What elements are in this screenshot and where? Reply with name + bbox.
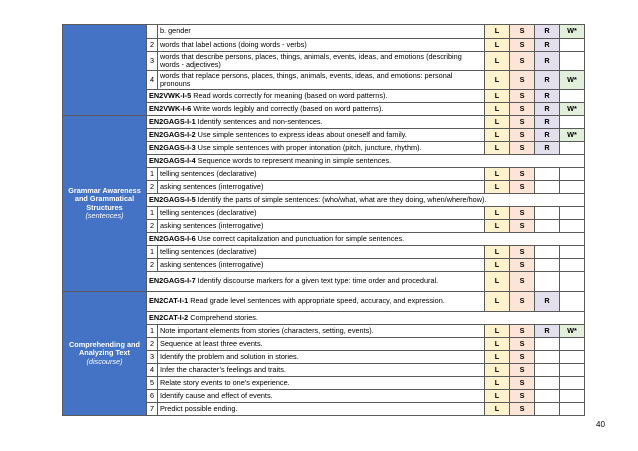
level-reading bbox=[535, 364, 560, 377]
item-number: 1 bbox=[147, 246, 158, 259]
level-writing bbox=[560, 403, 585, 416]
level-listening: L bbox=[485, 351, 510, 364]
level-speaking: S bbox=[510, 39, 535, 52]
level-reading bbox=[535, 403, 560, 416]
level-listening: L bbox=[485, 168, 510, 181]
level-listening: L bbox=[485, 103, 510, 116]
table-row bbox=[63, 292, 585, 312]
competency-cell bbox=[147, 142, 485, 155]
competency-cell bbox=[147, 116, 485, 129]
level-speaking: S bbox=[510, 181, 535, 194]
level-speaking: S bbox=[510, 246, 535, 259]
level-reading bbox=[535, 168, 560, 181]
competency-text: Sequence words to represent meaning in simple sentences. bbox=[195, 155, 392, 165]
level-writing bbox=[560, 292, 585, 312]
item-number: 6 bbox=[147, 390, 158, 403]
domain-title: Comprehending and Analyzing Text bbox=[69, 339, 140, 358]
level-speaking: S bbox=[510, 52, 535, 71]
level-writing bbox=[560, 377, 585, 390]
item-text: words that label actions (doing words - verbs) bbox=[158, 39, 485, 52]
level-writing bbox=[560, 39, 585, 52]
level-listening: L bbox=[485, 207, 510, 220]
competency-code: EN2GAGS-I-3 bbox=[149, 142, 196, 152]
item-text: Infer the character’s feelings and traits. bbox=[158, 364, 485, 377]
item-text: Identify cause and effect of events. bbox=[158, 390, 485, 403]
competency-code: EN2VWK-I-5 bbox=[149, 90, 192, 100]
level-reading bbox=[535, 207, 560, 220]
level-speaking: S bbox=[510, 377, 535, 390]
level-listening: L bbox=[485, 181, 510, 194]
level-listening: L bbox=[485, 129, 510, 142]
level-reading bbox=[535, 338, 560, 351]
level-reading bbox=[535, 272, 560, 292]
level-reading bbox=[535, 246, 560, 259]
competency-text: Identify the parts of simple sentences: (who/what, what are they doing, when/where/how). bbox=[195, 194, 487, 204]
level-speaking: S bbox=[510, 220, 535, 233]
level-speaking: S bbox=[510, 207, 535, 220]
domain-title: Grammar Awareness and Grammatical Structures bbox=[68, 185, 141, 212]
item-text: asking sentences (interrogative) bbox=[158, 259, 485, 272]
curriculum-table-body bbox=[63, 25, 585, 416]
level-writing bbox=[560, 90, 585, 103]
competency-cell bbox=[147, 292, 485, 312]
competency-text: Read grade level sentences with appropriate speed, accuracy, and expression. bbox=[188, 296, 445, 306]
item-number: 1 bbox=[147, 168, 158, 181]
competency-code: EN2GAGS-I-2 bbox=[149, 129, 196, 139]
item-text: words that replace persons, places, things, animals, events, ideas, and emotions: personal pronouns bbox=[158, 71, 485, 90]
level-writing: W* bbox=[560, 25, 585, 39]
competency-text: Use correct capitalization and punctuation for simple sentences. bbox=[195, 233, 405, 243]
level-listening: L bbox=[485, 325, 510, 338]
item-text: telling sentences (declarative) bbox=[158, 168, 485, 181]
level-reading: R bbox=[535, 129, 560, 142]
level-writing bbox=[560, 52, 585, 71]
competency-code: EN2GAGS-I-4 bbox=[149, 155, 196, 165]
level-speaking: S bbox=[510, 338, 535, 351]
level-speaking: S bbox=[510, 168, 535, 181]
item-number: 1 bbox=[147, 325, 158, 338]
item-number: 2 bbox=[147, 181, 158, 194]
level-writing bbox=[560, 364, 585, 377]
page-number: 40 bbox=[596, 420, 605, 429]
item-number: 2 bbox=[147, 220, 158, 233]
competency-cell bbox=[147, 312, 585, 325]
competency-cell bbox=[147, 103, 485, 116]
competency-code: EN2GAGS-I-7 bbox=[149, 276, 196, 286]
competency-text: Comprehend stories. bbox=[188, 312, 258, 322]
item-text: telling sentences (declarative) bbox=[158, 246, 485, 259]
level-listening: L bbox=[485, 39, 510, 52]
competency-cell bbox=[147, 233, 585, 246]
level-listening: L bbox=[485, 272, 510, 292]
level-listening: L bbox=[485, 292, 510, 312]
item-text: telling sentences (declarative) bbox=[158, 207, 485, 220]
level-writing bbox=[560, 390, 585, 403]
competency-code: EN2VWK-I-6 bbox=[149, 103, 192, 113]
item-number: 3 bbox=[147, 52, 158, 71]
item-number: 2 bbox=[147, 39, 158, 52]
level-listening: L bbox=[485, 377, 510, 390]
level-speaking: S bbox=[510, 142, 535, 155]
level-listening: L bbox=[485, 71, 510, 90]
level-speaking: S bbox=[510, 71, 535, 90]
level-writing bbox=[560, 142, 585, 155]
level-writing bbox=[560, 207, 585, 220]
competency-text: Identify discourse markers for a given text type: time order and procedural. bbox=[195, 276, 439, 286]
level-listening: L bbox=[485, 90, 510, 103]
item-number: 7 bbox=[147, 403, 158, 416]
competency-code: EN2GAGS-I-5 bbox=[149, 194, 196, 204]
item-text: Sequence at least three events. bbox=[158, 338, 485, 351]
item-text: Note important elements from stories (characters, setting, events). bbox=[158, 325, 485, 338]
level-speaking: S bbox=[510, 292, 535, 312]
level-reading bbox=[535, 390, 560, 403]
competency-code: EN2GAGS-I-1 bbox=[149, 116, 196, 126]
item-number: 1 bbox=[147, 207, 158, 220]
level-writing bbox=[560, 272, 585, 292]
level-writing bbox=[560, 168, 585, 181]
level-listening: L bbox=[485, 259, 510, 272]
domain-subtitle: (discourse) bbox=[86, 356, 123, 366]
item-number: 5 bbox=[147, 377, 158, 390]
competency-code: EN2CAT-I-1 bbox=[149, 296, 189, 306]
competency-text: Identify sentences and non-sentences. bbox=[195, 116, 323, 126]
level-reading bbox=[535, 220, 560, 233]
competency-code: EN2CAT-I-2 bbox=[149, 312, 189, 322]
level-speaking: S bbox=[510, 25, 535, 39]
level-reading bbox=[535, 377, 560, 390]
level-reading: R bbox=[535, 71, 560, 90]
level-speaking: S bbox=[510, 272, 535, 292]
level-speaking: S bbox=[510, 390, 535, 403]
level-listening: L bbox=[485, 403, 510, 416]
level-reading bbox=[535, 259, 560, 272]
item-text: Predict possible ending. bbox=[158, 403, 485, 416]
level-reading: R bbox=[535, 292, 560, 312]
level-speaking: S bbox=[510, 259, 535, 272]
item-text: words that describe persons, places, things, animals, events, ideas, and emotions (describing words - adjectives) bbox=[158, 52, 485, 71]
item-number: 3 bbox=[147, 351, 158, 364]
level-reading: R bbox=[535, 142, 560, 155]
item-text: Identify the problem and solution in stories. bbox=[158, 351, 485, 364]
level-speaking: S bbox=[510, 90, 535, 103]
item-number: 4 bbox=[147, 364, 158, 377]
competency-text: Write words legibly and correctly (based on word patterns). bbox=[191, 103, 384, 113]
competency-code: EN2GAGS-I-6 bbox=[149, 233, 196, 243]
level-listening: L bbox=[485, 142, 510, 155]
level-writing: W* bbox=[560, 325, 585, 338]
level-listening: L bbox=[485, 364, 510, 377]
competency-cell bbox=[147, 272, 485, 292]
level-speaking: S bbox=[510, 351, 535, 364]
level-writing bbox=[560, 220, 585, 233]
level-writing: W* bbox=[560, 71, 585, 90]
table-row bbox=[63, 25, 585, 39]
level-reading bbox=[535, 351, 560, 364]
competency-text: Use simple sentences to express ideas about oneself and family. bbox=[195, 129, 407, 139]
curriculum-table bbox=[62, 24, 585, 416]
level-speaking: S bbox=[510, 129, 535, 142]
level-listening: L bbox=[485, 25, 510, 39]
domain-subtitle: (sentences) bbox=[85, 210, 124, 220]
domain-cell-comprehending bbox=[63, 292, 147, 416]
level-reading: R bbox=[535, 39, 560, 52]
level-speaking: S bbox=[510, 103, 535, 116]
level-listening: L bbox=[485, 246, 510, 259]
level-listening: L bbox=[485, 390, 510, 403]
domain-cell-grammar bbox=[63, 116, 147, 292]
level-writing bbox=[560, 338, 585, 351]
item-text: b. gender bbox=[158, 25, 485, 39]
level-speaking: S bbox=[510, 325, 535, 338]
table-row bbox=[63, 116, 585, 129]
item-number: 2 bbox=[147, 338, 158, 351]
level-speaking: S bbox=[510, 403, 535, 416]
item-text: asking sentences (interrogative) bbox=[158, 220, 485, 233]
level-writing bbox=[560, 351, 585, 364]
level-speaking: S bbox=[510, 364, 535, 377]
competency-text: Use simple sentences with proper intonation (pitch, juncture, rhythm). bbox=[195, 142, 422, 152]
competency-cell bbox=[147, 90, 485, 103]
item-text: asking sentences (interrogative) bbox=[158, 181, 485, 194]
item-text: Relate story events to one’s experience. bbox=[158, 377, 485, 390]
level-reading: R bbox=[535, 103, 560, 116]
level-writing: W* bbox=[560, 103, 585, 116]
level-listening: L bbox=[485, 116, 510, 129]
level-reading: R bbox=[535, 25, 560, 39]
item-number: 4 bbox=[147, 71, 158, 90]
competency-cell bbox=[147, 155, 585, 168]
level-speaking: S bbox=[510, 116, 535, 129]
item-number: 2 bbox=[147, 259, 158, 272]
level-reading: R bbox=[535, 116, 560, 129]
level-writing bbox=[560, 116, 585, 129]
level-listening: L bbox=[485, 220, 510, 233]
level-writing bbox=[560, 246, 585, 259]
level-reading: R bbox=[535, 90, 560, 103]
competency-text: Read words correctly for meaning (based on word patterns). bbox=[191, 90, 388, 100]
item-number bbox=[147, 25, 158, 39]
competency-cell bbox=[147, 194, 585, 207]
level-reading bbox=[535, 181, 560, 194]
level-writing bbox=[560, 259, 585, 272]
level-listening: L bbox=[485, 52, 510, 71]
level-listening: L bbox=[485, 338, 510, 351]
competency-cell bbox=[147, 129, 485, 142]
level-writing: W* bbox=[560, 129, 585, 142]
domain-cell-prev bbox=[63, 25, 147, 116]
level-writing bbox=[560, 181, 585, 194]
level-reading: R bbox=[535, 325, 560, 338]
level-reading: R bbox=[535, 52, 560, 71]
